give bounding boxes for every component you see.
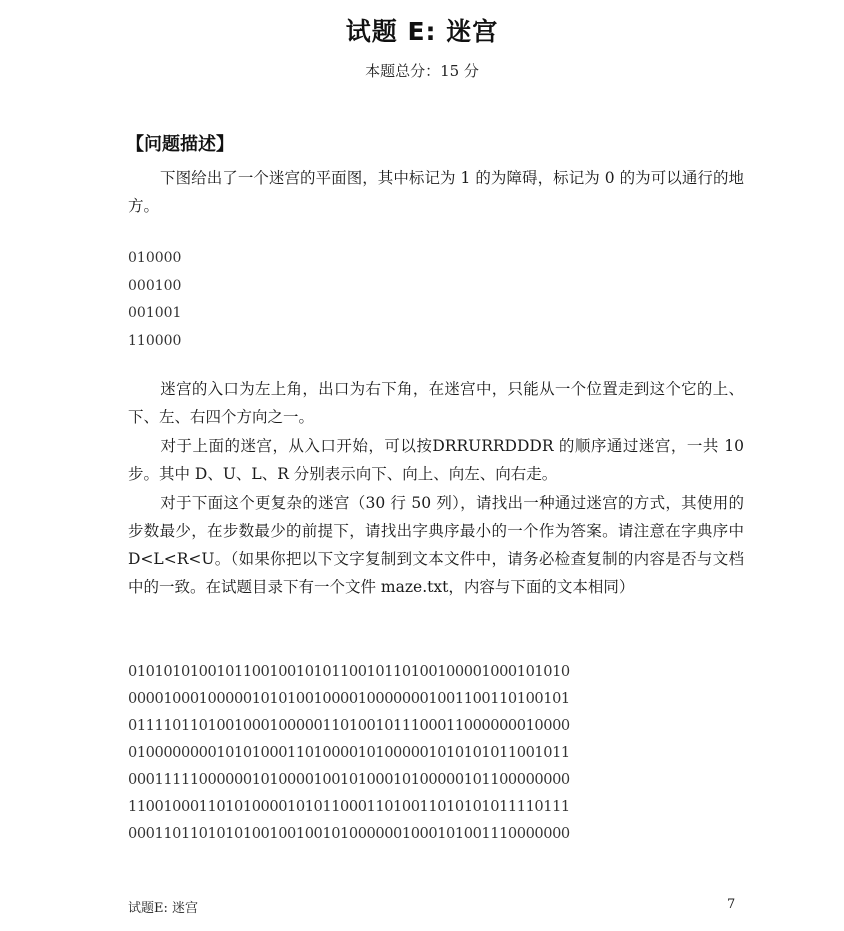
task-text: 对于下面这个更复杂的迷宫（30 行 50 列），请找出一种通过迷宫的方式，其使用的步数最少，在步数最少的前提下，请找出字典序最小的一个作为答案。请注意在字典序中D<L<R<U。（如果你把以下文字复制到文本文件中，请务必检查复制的内容是否与文档中的一致。在试题目录下有一个文件 maze.txt，内容与下面的文本相同） — [128, 494, 744, 596]
intro-text: 下图给出了一个迷宫的平面图，其中标记为 1 的为障碍，标记为 0 的为可以通行的地方。 — [128, 169, 744, 215]
small-maze-row: 010000 — [128, 250, 182, 266]
big-maze — [128, 658, 570, 847]
small-maze-row: 001001 — [128, 305, 182, 321]
task-paragraph — [128, 489, 744, 601]
score-subtitle: 本题总分：15 分 — [365, 62, 479, 80]
big-maze-row: 01010101001011001001010110010110100100001000101010 — [128, 663, 570, 680]
big-maze-row: 00001000100000101010010000100000001001100110100101 — [128, 690, 570, 707]
big-maze-row: 01111011010010001000001101001011100011000000010000 — [128, 717, 570, 734]
example-text: 对于上面的迷宫，从入口开始，可以按DRRURRDDDR 的顺序通过迷宫，一共 10 步。其中 D、U、L、R 分别表示向下、向上、向左、向右走。 — [128, 437, 744, 483]
example-paragraph — [128, 432, 744, 488]
page-title: 试题 E: 迷宫 — [345, 17, 499, 46]
big-maze-row: 11001000110101000010101100011010011010101011110111 — [128, 798, 570, 815]
small-maze — [128, 245, 181, 355]
section-heading: 【问题描述】 — [126, 134, 234, 155]
intro-paragraph — [128, 164, 744, 220]
big-maze-row: 01000000001010100011010000101000001010101011001011 — [128, 744, 570, 761]
big-maze-row: 00011111000000101000010010100010100000101100000000 — [128, 771, 570, 788]
rules-paragraph — [128, 375, 744, 431]
rules-text: 迷宫的入口为左上角，出口为右下角，在迷宫中，只能从一个位置走到这个它的上、下、左、右四个方向之一。 — [128, 380, 744, 426]
small-maze-row: 000100 — [128, 277, 182, 294]
big-maze-row: 00011011010101001001001010000001000101001110000000 — [128, 825, 570, 842]
footer-title: 试题E: 迷宫 — [128, 901, 199, 916]
small-maze-row: 110000 — [128, 332, 182, 349]
page-number: 7 — [727, 897, 736, 912]
